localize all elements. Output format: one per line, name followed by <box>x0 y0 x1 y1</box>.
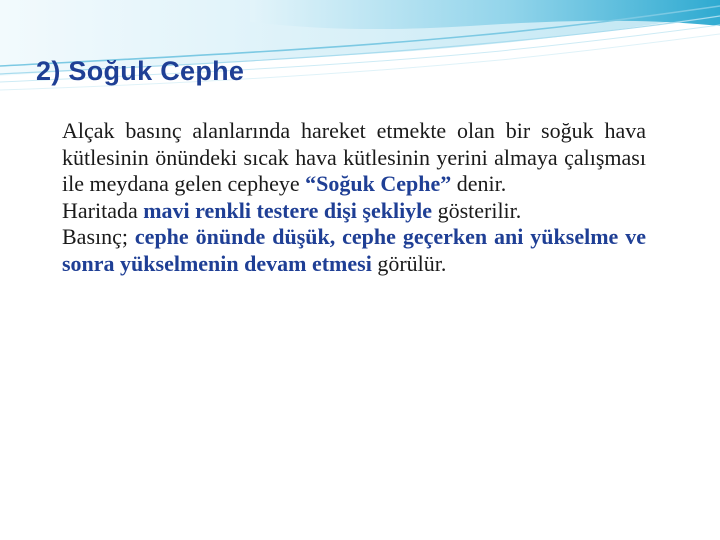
bullet-emphasis: “Soğuk Cephe” <box>305 171 452 196</box>
bullet-text: Haritada <box>62 197 144 223</box>
bullet-text: Basınç; <box>62 224 135 249</box>
header-wave-decoration <box>0 0 720 110</box>
bullet-item-map-symbol <box>42 198 646 225</box>
bullet-text: görülür. <box>371 250 447 276</box>
bullet-emphasis: mavi renkli testere dişi şekliyle <box>143 197 433 223</box>
bullet-item-cold-front-definition <box>42 118 646 198</box>
bullet-item-pressure <box>42 224 646 277</box>
bullet-text: denir. <box>451 171 507 196</box>
bullet-text: gösterilir. <box>432 197 522 223</box>
bullet-emphasis: cephe önünde düşük, cephe geçerken ani yükselme ve sonra yükselmenin devam etmesi <box>62 224 646 276</box>
bullet-text: Alçak basınç alanlarında hareket etmekte olan bir soğuk hava kütlesinin önündeki sıcak hava kütlesinin yerini almaya çalışması ile meydana gelen cepheye <box>62 118 646 196</box>
bullet-list <box>42 118 646 277</box>
slide-title: 2) Soğuk Cephe <box>36 56 245 86</box>
